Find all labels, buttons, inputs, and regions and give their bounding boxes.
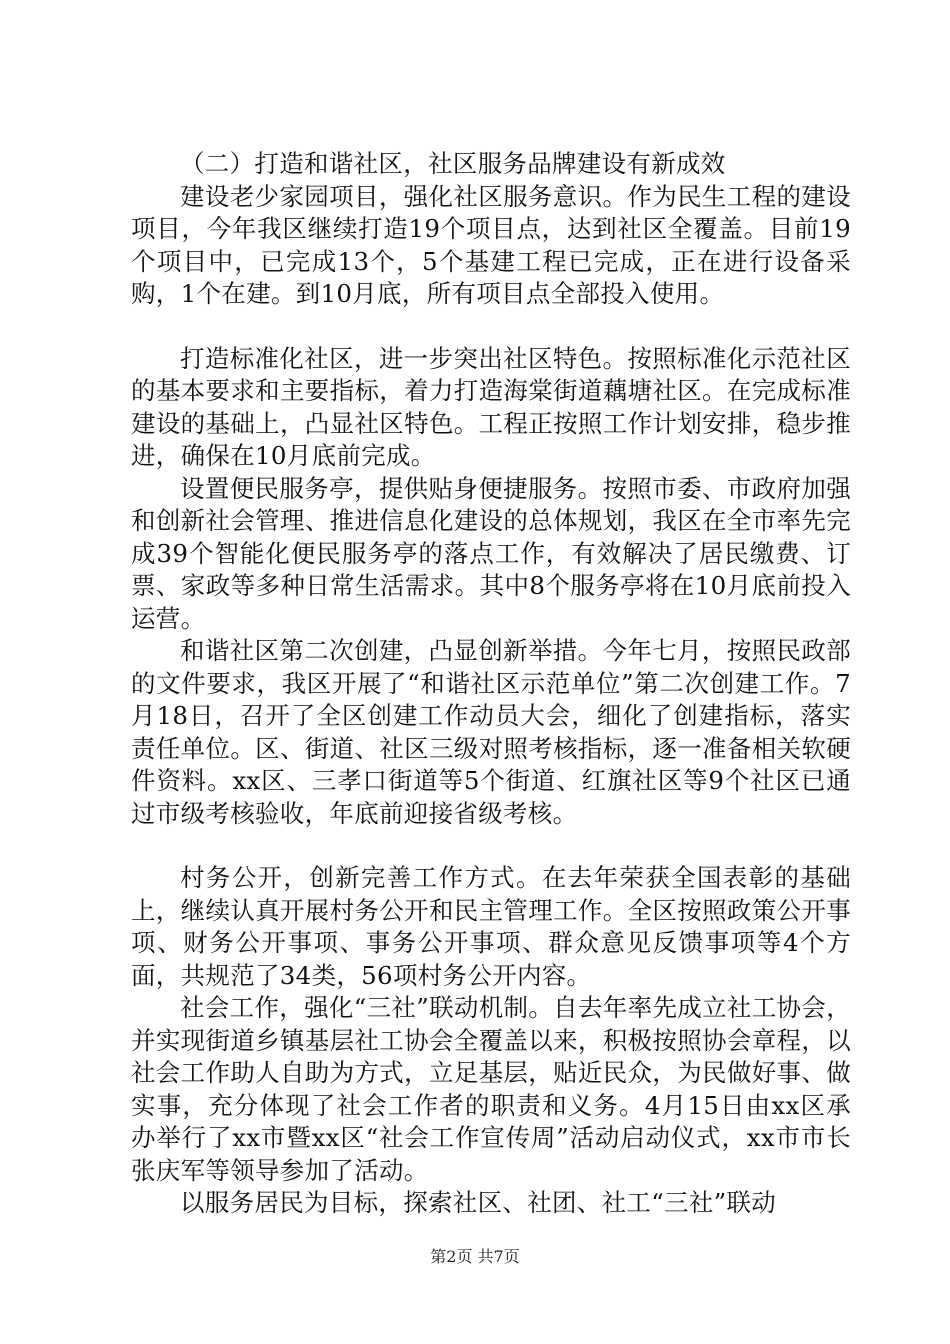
paragraph-gap <box>131 311 851 343</box>
paragraph-gap <box>131 830 851 862</box>
paragraph-standard-community: 打造标准化社区，进一步突出社区特色。按照标准化示范社区的基本要求和主要指标，着力打造海棠街道藕塘社区。在完成标准建设的基础上，凸显社区特色。工程正按照工作计划安排，稳步推进，确保在10月底前完成。 <box>131 343 851 470</box>
paragraph-social-work: 社会工作，强化“三社”联动机制。自去年率先成立社工协会，并实现街道乡镇基层社工协会全覆盖以来，积极按照协会章程，以社会工作助人自助为方式，立足基层，贴近民众，为民做好事、做实事，充分体现了社会工作者的职责和义务。4月15日由xx区承办举行了xx市暨xx区“社会工作宣传周”活动启动仪式，xx市市长张庆军等领导参加了活动。 <box>131 993 851 1185</box>
paragraph-elder-youth-homes: 建设老少家园项目，强化社区服务意识。作为民生工程的建设项目，今年我区继续打造19个项目点，达到社区全覆盖。目前19个项目中，已完成13个，5个基建工程已完成，正在进行设备采购，1个在建。到10月底，所有项目点全部投入使用。 <box>131 181 851 308</box>
paragraph-service-kiosks: 设置便民服务亭，提供贴身便捷服务。按照市委、市政府加强和创新社会管理、推进信息化建设的总体规划，我区在全市率先完成39个智能化便民服务亭的落点工作，有效解决了居民缴费、订票、家政等多种日常生活需求。其中8个服务亭将在10月底前投入运营。 <box>131 473 851 633</box>
document-body <box>131 148 851 1220</box>
paragraph-service-residents: 以服务居民为目标，探索社区、社团、社工“三社”联动 <box>180 1188 777 1217</box>
paragraph-village-affairs: 村务公开，创新完善工作方式。在去年荣获全国表彰的基础上，继续认真开展村务公开和民主管理工作。全区按照政策公开事项、财务公开事项、事务公开事项、群众意见反馈事项等4个方面，共规范了34类，56项村务公开内容。 <box>131 863 852 990</box>
page-number-footer: 第2页 共7页 <box>430 1247 520 1266</box>
paragraph-harmonious-community: 和谐社区第二次创建，凸显创新举措。今年七月，按照民政部的文件要求，我区开展了“和谐社区示范单位”第二次创建工作。7月18日，召开了全区创建工作动员大会，细化了创建指标，落实责任单位。区、街道、社区三级对照考核指标，逐一准备相关软硬件资料。xx区、三孝口街道等5个街道、红旗社区等9个社区已通过市级考核验收，年底前迎接省级考核。 <box>131 636 851 828</box>
section-heading: （二）打造和谐社区，社区服务品牌建设有新成效 <box>180 149 726 178</box>
